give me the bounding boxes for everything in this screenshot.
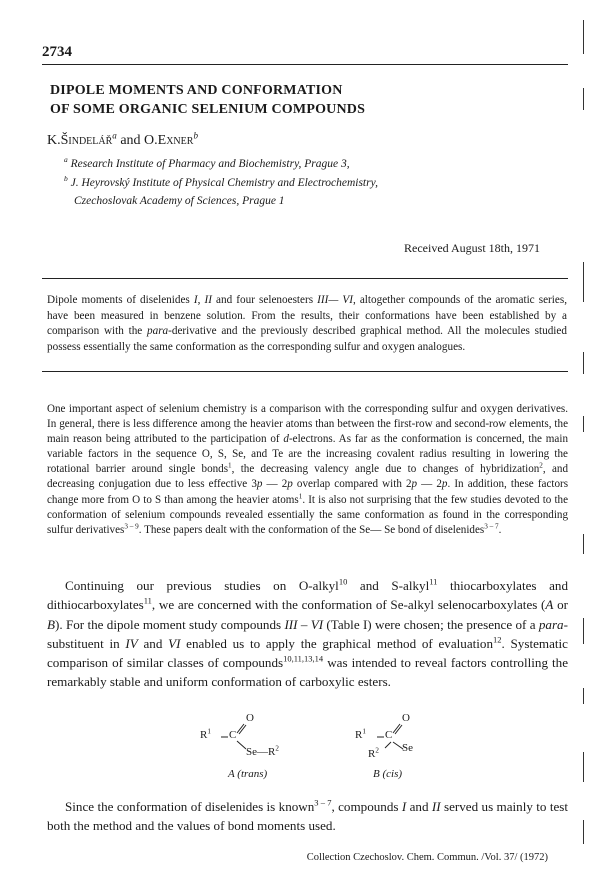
margin-mark [583, 88, 584, 110]
body-paragraph-1: Continuing our previous studies on O-alkyl$^{10}$ and S-alkyl$^{11}$ thiocarboxylates and dithiocarboxylates$^{11}$, we are concerned with the conformation of Se-alkyl selenocarboxylates (A or B). For the dipole moment study compounds III – VI (Table I) were chosen; the presence of a para-substituent in IV and VI enabled us to apply the graphical method of evaluation$^{12}$. Systematic comparison of similar classes of compounds$^{10,11,13,14}$ was intended to reveal factors controlling the remarkably stable and uniform conformation of carboxylic esters. [47, 576, 569, 690]
page-number: 2734 [42, 44, 72, 60]
margin-mark [583, 688, 584, 704]
structure-a-se-r2: Se—R [246, 746, 276, 758]
author-1: K.Šindelář [47, 133, 113, 148]
structure-b-bonds [355, 712, 435, 762]
author-1-mark: a [112, 130, 117, 141]
author-connector: and [116, 133, 145, 148]
margin-mark [583, 820, 584, 844]
author-2: O.Exner [144, 133, 194, 148]
structure-b-caption: B (cis) [373, 768, 403, 780]
structure-a-carbon: C [229, 729, 237, 741]
structure-a-oxygen: O [246, 712, 254, 724]
structure-a-r1-sup: 1 [207, 727, 211, 736]
structure-b-oxygen: O [402, 712, 410, 724]
affiliation-b-cont-text: Czechoslovak Academy of Sciences, Prague 1 [74, 195, 285, 207]
margin-mark [583, 352, 584, 374]
margin-mark [583, 534, 584, 554]
affiliation-a [64, 156, 350, 172]
margin-mark [583, 752, 584, 782]
abstract: Dipole moments of diselenides I, II and four selenoesters III— VI, altogether compounds of the aromatic series, have been measured in benzene solution. From the results, their conformations have been established by a comparison with the para-derivative and the previously described graphical method. All the molecules studied possess essentially the same conformation as the corresponding sulfur and oxygen analogues. [47, 294, 568, 353]
margin-mark [583, 262, 584, 302]
structure-b-r1: R [355, 729, 363, 741]
margin-mark [583, 20, 584, 54]
margin-mark [583, 618, 584, 644]
structure-b-carbon: C [385, 729, 393, 741]
header-rule [42, 64, 568, 65]
affiliation-b-text: J. Heyrovský Institute of Physical Chemistry and Electrochemistry, [70, 177, 378, 189]
received-date: Received August 18th, 1971 [404, 241, 540, 255]
affiliation-a-text: Research Institute of Pharmacy and Biochemistry, Prague 3, [70, 158, 350, 170]
title-line-1: DIPOLE MOMENTS AND CONFORMATION [50, 83, 343, 98]
structure-b-r2: R [368, 748, 376, 760]
structure-a-r1: R [200, 729, 208, 741]
affiliation-b-mark: b [64, 174, 68, 184]
structure-a-caption: A (trans) [228, 768, 268, 780]
introduction-paragraph: One important aspect of selenium chemistry is a comparison with the corresponding sulfur and oxygen derivatives. In general, there is less difference among the heavier atoms than between the first-row and second-row elements, the main reason being attributed to the participation of d-electrons. As far as the conformation is concerned, the main variable factors in the sequence O, S, Se, and Te are the increasing covalent radius resulting in lowering the rotational barrier around single bonds$^1$, the decreasing valency angle due to changes of hybridization$^2$, and decreasing conjugation due to less effective 3p — 2p overlap compared with 2p — 2p. In addition, these factors change more from O to S than among the heavier atoms$^1$. It is also not surprising that the few studies devoted to the conformation of selenium compounds revealed essentially the same conformation as found in the corresponding sulfur derivatives$^{3 - 9}$. These papers dealt with the conformation of the Se— Se bond of diselenides$^{3 - 7}$. [47, 403, 569, 536]
body-paragraph-2: Since the conformation of diselenides is known$^{3 - 7}$, compounds I and II served us mainly to test both the method and the values of bond moments used. [47, 797, 569, 834]
margin-mark [583, 416, 584, 432]
author-2-mark: b [193, 130, 198, 141]
affiliation-b-cont [74, 193, 285, 209]
abstract-rule-bottom [42, 371, 568, 372]
authors [47, 130, 198, 149]
structure-b-r1-sup: 1 [362, 727, 366, 736]
title-line-2: OF SOME ORGANIC SELENIUM COMPOUNDS [50, 102, 366, 117]
structure-a-r2-sup: 2 [275, 744, 279, 753]
affiliation-a-mark: a [64, 155, 68, 165]
structure-b-selenium: Se [402, 742, 413, 754]
article-title [50, 81, 365, 119]
structure-b-r2-sup: 2 [375, 746, 379, 755]
journal-footer: Collection Czechoslov. Chem. Commun. /Vol. 37/ (1972) [306, 852, 548, 863]
affiliation-b [64, 175, 378, 191]
abstract-rule-top [42, 278, 568, 279]
